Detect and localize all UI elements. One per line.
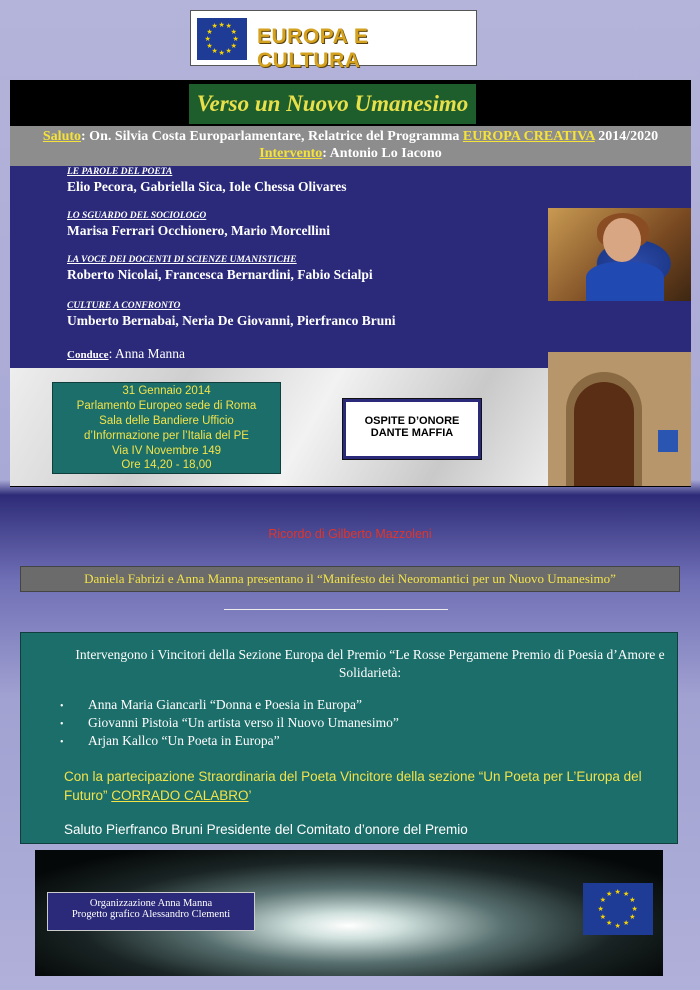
photo-speaker	[548, 208, 691, 301]
manifesto-banner: Daniela Fabrizi e Anna Manna presentano il “Manifesto dei Neoromantici per un Nuovo Umanesimo”	[20, 566, 680, 592]
star-icon: ★	[232, 34, 239, 43]
org-line: Progetto grafico Alessandro Clementi	[71, 909, 231, 920]
star-icon: ★	[606, 919, 613, 928]
section-names: Umberto Bernabai, Neria De Giovanni, Pierfranco Bruni	[67, 313, 396, 328]
section-caption: LA VOCE DEI DOCENTI DI SCIENZE UMANISTICHE	[67, 255, 297, 265]
list-item-text: Arjan Kallco “Un Poeta in Europa”	[88, 733, 280, 748]
intervento-text: : Antonio Lo Iacono	[322, 146, 442, 161]
star-icon: ★	[211, 22, 218, 31]
star-icon: ★	[597, 904, 604, 913]
star-icon: ★	[211, 46, 218, 55]
event-time: Ore 14,20 - 18,00	[121, 459, 212, 471]
star-icon: ★	[204, 34, 211, 43]
conduce-label: Conduce	[67, 349, 109, 361]
star-icon: ★	[225, 22, 232, 31]
section-names: Roberto Nicolai, Francesca Bernardini, Fabio Scialpi	[67, 267, 373, 282]
photo-door	[548, 352, 691, 486]
special-suffix: ’	[248, 788, 252, 803]
logo-box	[190, 10, 477, 72]
saluto-text: : On. Silvia Costa Europarlamentare, Relatrice del Programma	[81, 129, 463, 144]
section-caption: LO SGUARDO DEL SOCIOLOGO	[67, 211, 207, 221]
guest-box	[343, 399, 481, 459]
star-icon: ★	[606, 889, 613, 898]
program-years: 2014/2020	[594, 129, 659, 144]
star-icon: ★	[623, 889, 630, 898]
eu-flag-icon	[583, 883, 653, 935]
org-line: Organizzazione Anna Manna	[89, 898, 213, 909]
conduce-line	[67, 346, 185, 362]
organization-box	[47, 892, 255, 931]
program-name: EUROPA CREATIVA	[462, 129, 595, 144]
participation-text: Con la partecipazione Straordinaria del Poeta Vincitore della sezione “Un Poeta per L’Europa del Futuro”	[64, 769, 642, 803]
star-icon: ★	[206, 41, 213, 50]
ricordo-text: Ricordo di Gilberto Mazzoleni	[268, 527, 432, 541]
guest-label: OSPITE D’ONORE	[364, 415, 460, 427]
star-icon: ★	[614, 921, 621, 930]
intervento-line	[10, 146, 691, 162]
star-icon: ★	[629, 913, 636, 921]
star-icon: ★	[629, 896, 636, 904]
intervento-label: Intervento	[259, 146, 323, 161]
star-icon: ★	[614, 887, 621, 896]
event-office: d’Informazione per l’Italia del PE	[84, 430, 249, 442]
main-title: Verso un Nuovo Umanesimo	[189, 84, 476, 124]
logo-text: EUROPA E CULTURA	[257, 25, 369, 72]
event-date: 31 Gennaio 2014	[122, 385, 211, 397]
list-item-text: Giovanni Pistoia “Un artista verso il Nuovo Umanesimo”	[88, 715, 399, 730]
divider	[224, 609, 448, 610]
special-participation	[64, 767, 674, 805]
star-icon: ★	[631, 904, 638, 913]
section-names: Marisa Ferrari Occhionero, Mario Morcellini	[67, 223, 331, 238]
event-address: Via IV Novembre 149	[111, 445, 222, 457]
saluto-line	[10, 129, 691, 145]
closing-greeting: Saluto Pierfranco Bruni Presidente del Comitato d’onore del Premio	[64, 822, 468, 837]
list-item: • Giovanni Pistoia “Un artista verso il Nuovo Umanesimo”	[60, 715, 399, 730]
star-icon: ★	[230, 41, 237, 50]
star-icon: ★	[599, 913, 607, 921]
star-icon: ★	[623, 919, 630, 928]
star-icon: ★	[230, 27, 237, 36]
event-room: Sala delle Bandiere Ufficio	[99, 415, 234, 427]
list-item: • Anna Maria Giancarli “Donna e Poesia in Europa”	[60, 697, 363, 712]
star-icon: ★	[206, 27, 213, 36]
star-icon: ★	[225, 46, 232, 55]
event-venue: Parlamento Europeo sede di Roma	[76, 400, 257, 412]
star-icon: ★	[218, 20, 225, 29]
winners-intro: Intervengono i Vincitori della Sezione Europa del Premio “Le Rosse Pergamene Premio di Poesia d’Amore e Solidarietà:	[75, 647, 665, 680]
section-names: Elio Pecora, Gabriella Sica, Iole Chessa Olivares	[67, 179, 347, 194]
eu-flag-icon	[197, 18, 247, 60]
list-item-text: Anna Maria Giancarli “Donna e Poesia in Europa”	[88, 697, 363, 712]
special-guest-name: CORRADO CALABRO	[111, 788, 249, 803]
star-icon: ★	[599, 896, 607, 904]
star-icon: ★	[218, 48, 225, 57]
list-item: • Arjan Kallco “Un Poeta in Europa”	[60, 733, 280, 748]
section-caption: CULTURE A CONFRONTO	[67, 301, 181, 311]
guest-name: DANTE MAFFIA	[370, 427, 454, 439]
saluto-label: Saluto	[42, 129, 82, 144]
section-caption: LE PAROLE DEL POETA	[67, 167, 173, 177]
conduce-name: : Anna Manna	[108, 346, 186, 361]
